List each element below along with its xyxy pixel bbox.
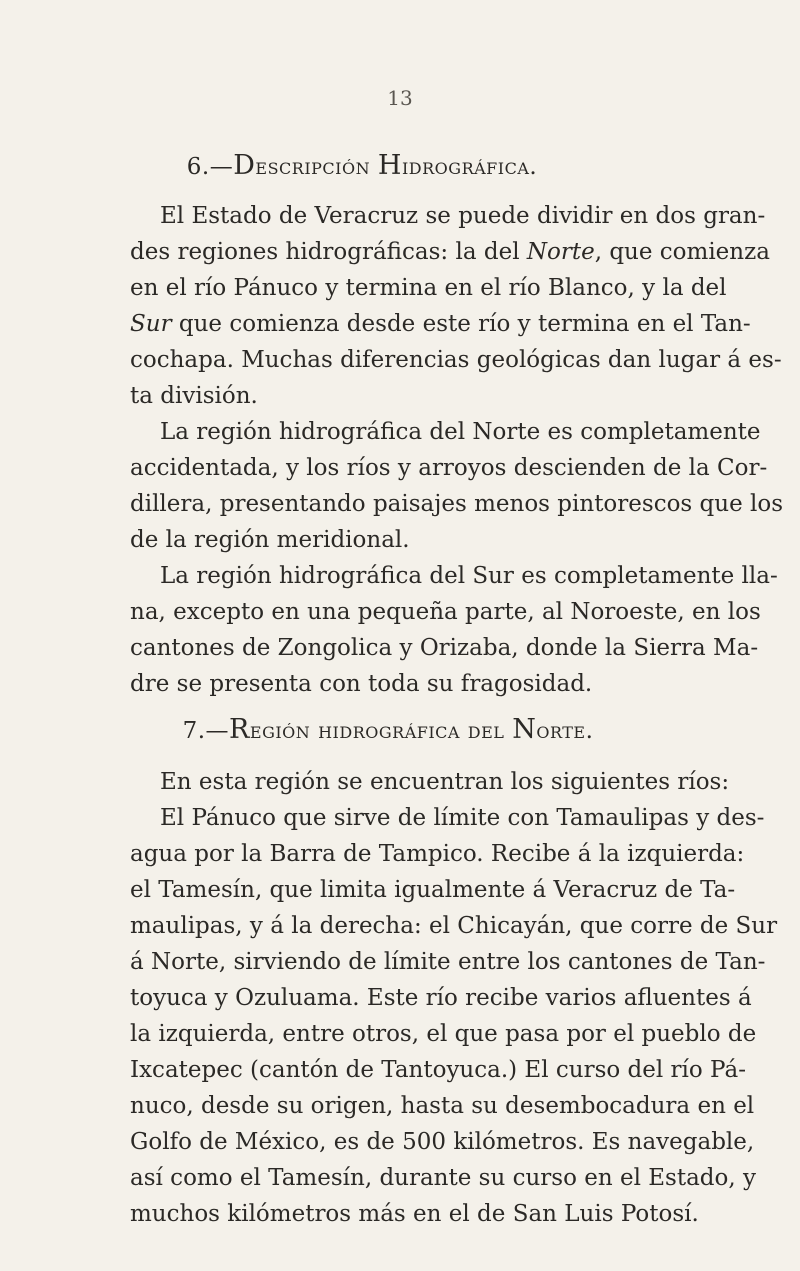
section-6-initial: D bbox=[233, 150, 256, 181]
text-line: cochapa. Muchas diferencias geológicas dan lugar á es- bbox=[130, 347, 782, 373]
text-line: El Estado de Veracruz se puede dividir en dos gran- bbox=[160, 203, 766, 229]
italic-text: Norte bbox=[526, 239, 595, 265]
text-line: na, excepto en una pequeña parte, al Noroeste, en los bbox=[130, 599, 761, 625]
section-6-initial-2: H bbox=[377, 150, 402, 181]
text-line: Ixcatepec (cantón de Tantoyuca.) El curso del río Pá- bbox=[130, 1057, 746, 1083]
text-line: Golfo de México, es de 500 kilómetros. Es navegable, bbox=[130, 1129, 755, 1155]
text-line bbox=[130, 306, 751, 342]
text-line: de la región meridional. bbox=[130, 527, 410, 553]
text-run: des regiones hidrográficas: la del bbox=[130, 239, 520, 265]
text-line bbox=[130, 234, 770, 270]
section-6-number: 6.— bbox=[186, 154, 234, 180]
section-heading-7 bbox=[0, 714, 788, 745]
section-7-word-end: orte. bbox=[536, 718, 594, 744]
text-line: á Norte, sirviendo de límite entre los cantones de Tan- bbox=[130, 949, 766, 975]
text-line: maulipas, y á la derecha: el Chicayán, que corre de Sur bbox=[130, 913, 778, 939]
section-7-words: egión hidrográfica del bbox=[249, 718, 513, 744]
text-line: la izquierda, entre otros, el que pasa por el pueblo de bbox=[130, 1021, 757, 1047]
text-run: , que comienza bbox=[594, 239, 770, 265]
text-line: accidentada, y los ríos y arroyos descienden de la Cor- bbox=[130, 455, 768, 481]
text-run: que comienza desde este río y termina en el Tan- bbox=[171, 311, 751, 337]
section-7-initial-2: N bbox=[512, 714, 537, 745]
text-line: ta división. bbox=[130, 383, 258, 409]
text-line: en el río Pánuco y termina en el río Blanco, y la del bbox=[130, 275, 727, 301]
text-line: El Pánuco que sirve de límite con Tamaulipas y des- bbox=[160, 805, 765, 831]
section-7-initial: R bbox=[229, 714, 250, 745]
section-heading-6 bbox=[0, 150, 762, 181]
text-line: agua por la Barra de Tampico. Recibe á la izquierda: bbox=[130, 841, 745, 867]
page-number: 13 bbox=[387, 86, 413, 110]
section-7-number: 7.— bbox=[182, 718, 230, 744]
text-line: así como el Tamesín, durante su curso en el Estado, y bbox=[130, 1165, 756, 1191]
text-line: cantones de Zongolica y Orizaba, donde la Sierra Ma- bbox=[130, 635, 759, 661]
italic-text: Sur bbox=[130, 311, 172, 337]
text-line: toyuca y Ozuluama. Este río recibe varios afluentes á bbox=[130, 985, 752, 1011]
section-6-word2: idrográfica. bbox=[401, 154, 538, 180]
text-line: el Tamesín, que limita igualmente á Veracruz de Ta- bbox=[130, 877, 736, 903]
text-line: muchos kilómetros más en el de San Luis Potosí. bbox=[130, 1201, 699, 1227]
text-line: La región hidrográfica del Sur es completamente lla- bbox=[160, 563, 778, 589]
text-line: En esta región se encuentran los siguientes ríos: bbox=[160, 769, 730, 795]
text-line: nuco, desde su origen, hasta su desembocadura en el bbox=[130, 1093, 755, 1119]
text-line: dre se presenta con toda su fragosidad. bbox=[130, 671, 593, 697]
text-line: La región hidrográfica del Norte es completamente bbox=[160, 419, 761, 445]
text-line: dillera, presentando paisajes menos pintorescos que los bbox=[130, 491, 783, 517]
section-6-word1: escripción bbox=[255, 154, 378, 180]
